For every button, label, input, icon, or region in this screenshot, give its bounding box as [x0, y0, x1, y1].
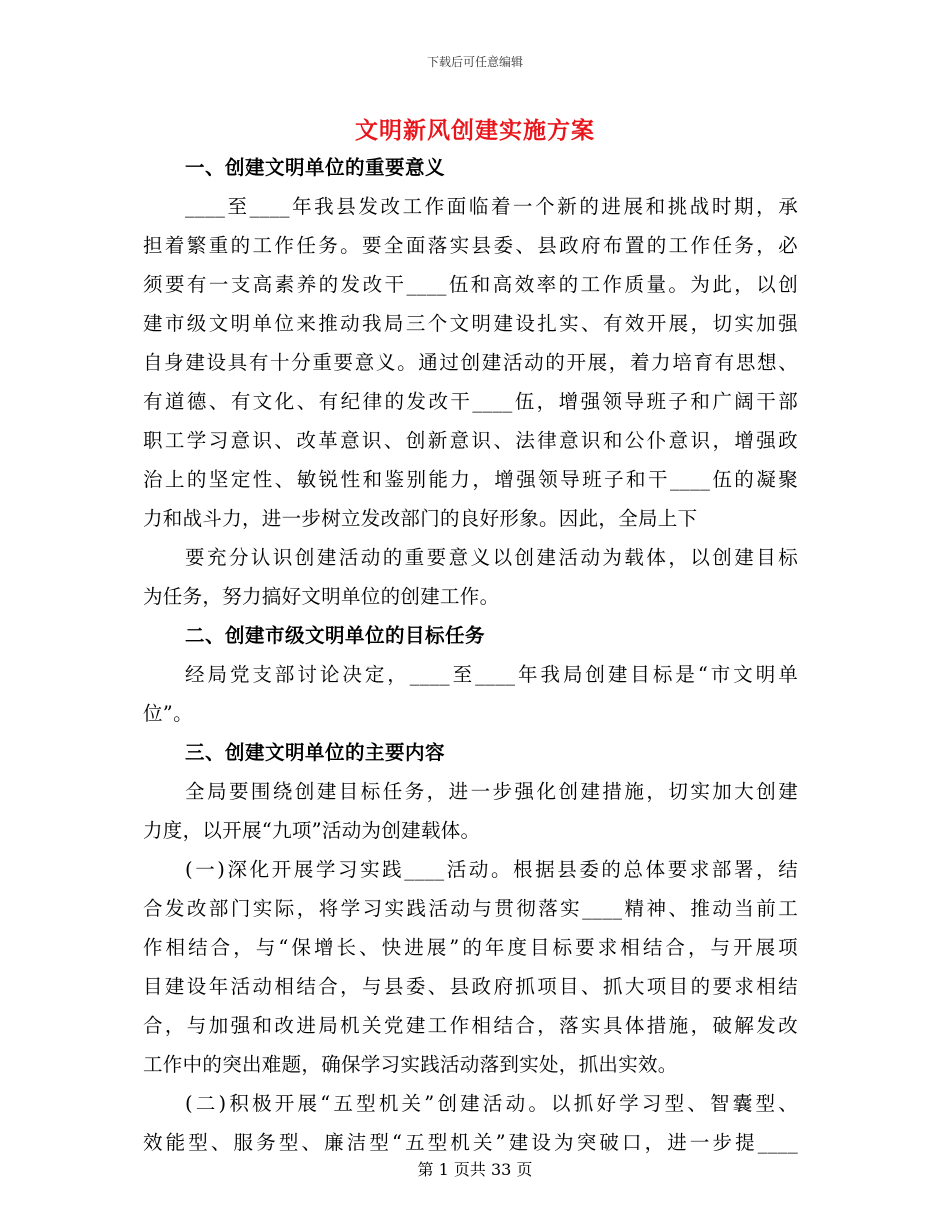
paragraph-line: 位”。 [143, 702, 193, 725]
paragraph-line: 治上的坚定性、敏锐性和鉴别能力，增强领导班子和干____伍的凝聚 [143, 468, 798, 491]
paragraph-line: (一)深化开展学习实践____活动。根据县委的总体要求部署，结 [185, 858, 798, 881]
paragraph-line: 目建设年活动相结合，与县委、县政府抓项目、抓大项目的要求相结 [143, 975, 798, 998]
section-heading: 二、创建市级文明单位的目标任务 [185, 624, 486, 647]
paragraph-line: 经局党支部讨论决定，____至____年我局创建目标是“市文明单 [185, 663, 798, 686]
paragraph-line: 为任务，努力搞好文明单位的创建工作。 [143, 585, 500, 608]
paragraph-line: 工作中的突出难题，确保学习实践活动落到实处，抓出实效。 [143, 1053, 678, 1076]
paragraph-line: 作相结合，与“保增长、快进展”的年度目标要求相结合，与开展项 [143, 936, 798, 959]
paragraph-line: 合，与加强和改进局机关党建工作相结合，落实具体措施，破解发改 [143, 1014, 798, 1037]
document-title: 文明新风创建实施方案 [355, 117, 595, 144]
paragraph-line: 建市级文明单位来推动我局三个文明建设扎实、有效开展，切实加强 [143, 312, 798, 335]
paragraph-line: 须要有一支高素养的发改干____伍和高效率的工作质量。为此，以创 [143, 273, 798, 296]
paragraph-line: 效能型、服务型、廉洁型“五型机关”建设为突破口，进一步提____ [143, 1131, 798, 1154]
paragraph-line: 职工学习意识、改革意识、创新意识、法律意识和公仆意识，增强政 [143, 429, 798, 452]
paragraph-line: (二)积极开展“五型机关”创建活动。以抓好学习型、智囊型、 [185, 1092, 798, 1115]
header-note: 下载后可任意编辑 [426, 55, 523, 69]
document-body [143, 148, 798, 1162]
paragraph-line: 合发改部门实际，将学习实践活动与贯彻落实____精神、推动当前工 [143, 897, 798, 920]
paragraph-line: 全局要围绕创建目标任务，进一步强化创建措施，切实加大创建 [185, 780, 798, 803]
paragraph-line: ____至____年我县发改工作面临着一个新的进展和挑战时期，承 [185, 195, 798, 218]
paragraph-line: 自身建设具有十分重要意义。通过创建活动的开展，着力培育有思想、 [143, 351, 798, 374]
paragraph-line: 要充分认识创建活动的重要意义以创建活动为载体，以创建目标 [185, 546, 798, 569]
section-heading: 三、创建文明单位的主要内容 [185, 741, 446, 764]
paragraph-line: 力和战斗力，进一步树立发改部门的良好形象。因此，全局上下 [143, 507, 698, 530]
section-heading: 一、创建文明单位的重要意义 [185, 156, 446, 179]
paragraph-line: 力度，以开展“九项”活动为创建载体。 [143, 819, 481, 842]
paragraph-line: 担着繁重的工作任务。要全面落实县委、县政府布置的工作任务，必 [143, 234, 798, 257]
page-footer: 第 1 页共 33 页 [417, 1160, 533, 1179]
paragraph-line: 有道德、有文化、有纪律的发改干____伍，增强领导班子和广阔干部 [143, 390, 798, 413]
